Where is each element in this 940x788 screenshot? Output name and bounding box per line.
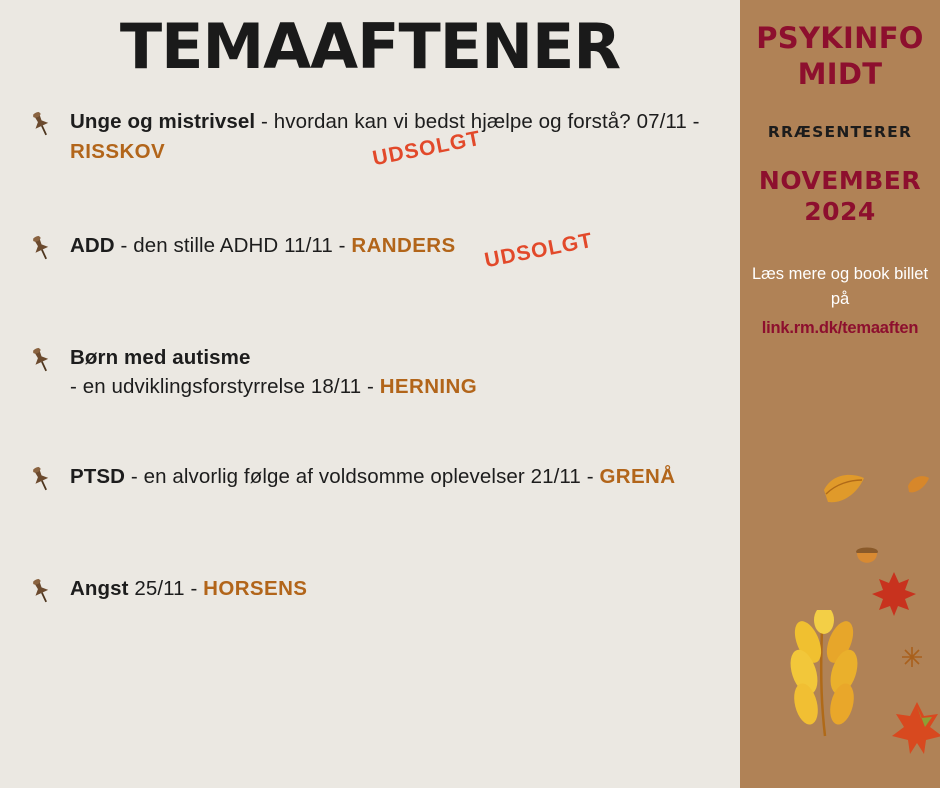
pushpin-icon [26, 345, 56, 375]
ash-leaf-icon [770, 610, 880, 745]
event-list [0, 79, 740, 628]
status-badge: UDSOLGT [370, 126, 483, 171]
event-title: Børn med autisme [70, 345, 251, 369]
event-place: RISSKOV [70, 139, 166, 163]
presents-label: RRÆSENTERER [767, 122, 913, 141]
event-place: GRENÅ [599, 464, 676, 488]
event-description: - den stille ADHD 11/11 - [114, 233, 352, 257]
list-item[interactable] [0, 574, 740, 628]
sidebar [740, 0, 940, 788]
event-description: - en alvorlig følge af voldsomme oplevelser 21/11 - [125, 464, 600, 488]
status-badge: UDSOLGT [482, 228, 595, 272]
event-description: - hvordan kan vi bedst hjælpe og forstå? 07/11 - [255, 110, 700, 134]
small-leaf-icon [905, 472, 931, 503]
month-label: NOVEMBER [758, 165, 922, 195]
event-description: 25/11 - [128, 576, 204, 600]
event-title: Unge og mistrivsel [70, 110, 256, 134]
acorn-icon [850, 540, 884, 581]
brand-line-2: MIDT [797, 57, 883, 92]
event-title: ADD [70, 233, 115, 257]
event-place: RANDERS [351, 233, 456, 257]
event-place: HERNING [379, 375, 478, 399]
event-text [70, 462, 720, 492]
list-item[interactable] [0, 462, 740, 516]
booking-link[interactable]: link.rm.dk/temaaften [761, 318, 919, 337]
pushpin-icon [26, 464, 56, 494]
event-text [70, 231, 720, 261]
event-place: HORSENS [203, 576, 308, 600]
list-item[interactable] [0, 343, 740, 402]
booking-info-text: Læs mere og book billet på [751, 265, 929, 308]
year-label: 2024 [804, 197, 876, 226]
event-title: PTSD [70, 464, 126, 488]
booking-info [750, 262, 930, 340]
list-item[interactable] [0, 228, 740, 285]
brand-title [750, 20, 930, 93]
leaf-icon [820, 470, 868, 515]
event-description: - en udviklingsforstyrrelse 18/11 - [70, 375, 380, 399]
list-item[interactable] [0, 107, 740, 171]
pushpin-icon [26, 576, 56, 606]
maple-leaf-icon [870, 570, 918, 623]
brand-line-1: PSYKINFO [756, 21, 924, 55]
pushpin-icon [26, 109, 56, 139]
event-text [70, 574, 720, 604]
event-title: Angst [70, 576, 129, 600]
leaf-icon [890, 700, 940, 763]
page-title: TEMAAFTENER [119, 10, 621, 83]
small-leaf-icon [900, 645, 924, 674]
event-text [70, 343, 720, 402]
pushpin-icon [26, 233, 56, 263]
